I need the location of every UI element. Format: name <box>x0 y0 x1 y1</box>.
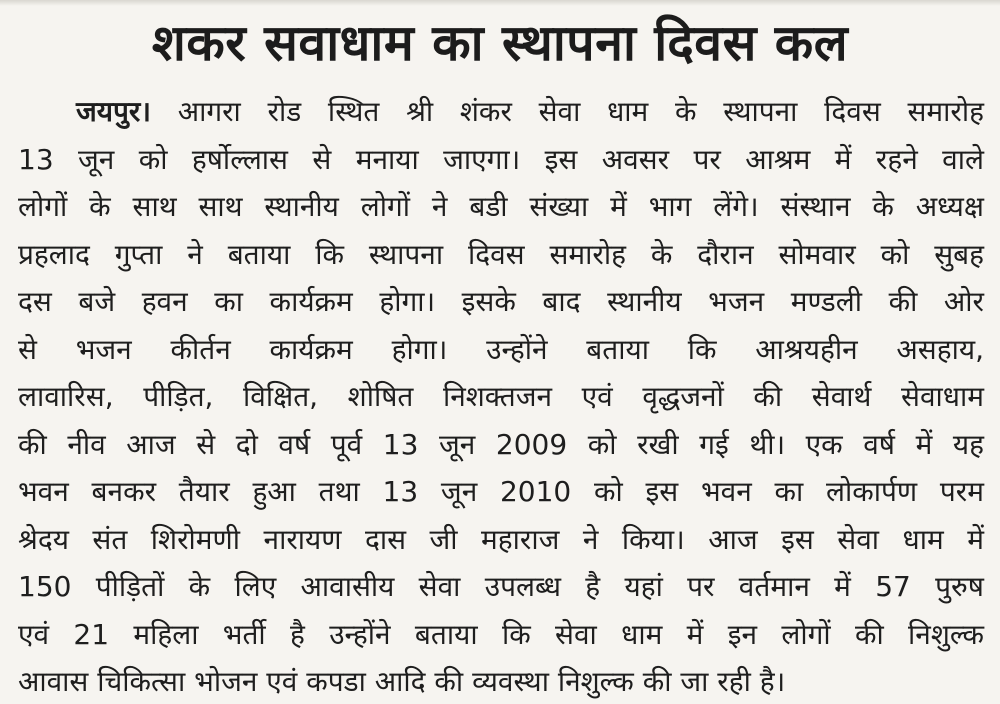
article-line-6: से भजन कीर्तन कार्यक्रम होगा। उन्होंने बताया कि आश्रयहीन असहाय, <box>18 332 984 366</box>
article-line-8: की नीव आज से दो वर्ष पूर्व 13 जून 2009 को रखी गई थी। एक वर्ष में यह <box>18 427 984 461</box>
dateline: जयपुर। <box>76 95 151 128</box>
article-line-9: भवन बनकर तैयार हुआ तथा 13 जून 2010 को इस भवन का लोकार्पण परम <box>18 475 984 508</box>
article-line-3: लोगों के साथ साथ स्थानीय लोगों ने बडी संख्या में भाग लेंगे। संस्थान के अध्यक्ष <box>18 190 984 223</box>
article-body <box>18 88 984 704</box>
article-line-10: श्रेदय संत शिरोमणी नारायण दास जी महाराज ने किया। आज इस सेवा धाम में <box>18 522 984 556</box>
article-line-13: आवास चिकित्सा भोजन एवं कपडा आदि की व्यवस्था निशुल्क की जा रही है। <box>18 665 786 698</box>
top-rule <box>0 0 1000 6</box>
article-line-7: लावारिस, पीड़ित, विक्षित, शोषित निशक्तजन एवं वृद्धजनों की सेवार्थ सेवाधाम <box>18 380 984 413</box>
article-line-12: एवं 21 महिला भर्ती है उन्होंने बताया कि सेवा धाम में इन लोगों की निशुल्क <box>18 617 984 651</box>
article-line-5: दस बजे हवन का कार्यक्रम होगा। इसके बाद स्थानीय भजन मण्डली की ओर <box>18 285 984 318</box>
article-line-2: 13 जून को हर्षोल्लास से मनाया जाएगा। इस अवसर पर आश्रम में रहने वाले <box>18 142 984 176</box>
headline: शकर सवाधाम का स्थापना दिवस कल <box>151 14 849 72</box>
article-line-1: जयपुर। आगरा रोड स्थित श्री शंकर सेवा धाम के स्थापना दिवस समारोह <box>76 95 984 128</box>
article-line-11: 150 पीड़ितों के लिए आवासीय सेवा उपलब्ध है यहां पर वर्तमान में 57 पुरुष <box>18 570 984 603</box>
article-line-4: प्रहलाद गुप्ता ने बताया कि स्थापना दिवस समारोह के दौरान सोमवार को सुबह <box>18 237 984 271</box>
